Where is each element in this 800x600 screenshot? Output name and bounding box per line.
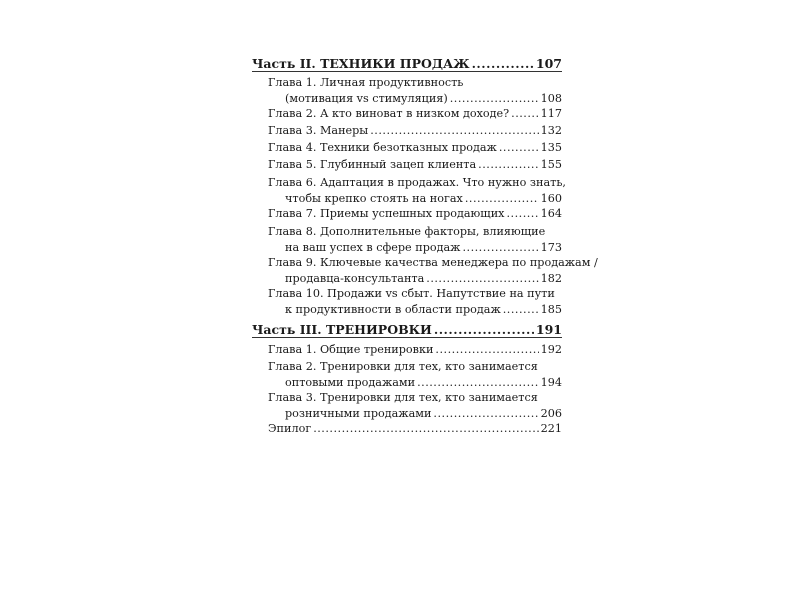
- entry-text: (мотивация vs стимуляция): [285, 92, 448, 105]
- dot-leader: [450, 91, 539, 107]
- toc-entry: [268, 224, 562, 256]
- part-page-number: 191: [535, 322, 562, 337]
- entry-page-number: 164: [540, 207, 562, 220]
- dot-leader: [434, 322, 534, 337]
- toc-entry: [268, 140, 562, 156]
- dot-leader: [465, 191, 539, 207]
- dot-leader: [313, 421, 538, 437]
- entry-page-number: 206: [540, 407, 562, 420]
- entry-page-number: 221: [540, 422, 562, 435]
- entry-text: оптовыми продажами: [285, 376, 416, 389]
- part-title: Часть III. ТРЕНИРОВКИ: [252, 322, 432, 337]
- entry-text: Глава 2. А кто виноват в низком доходе?: [268, 107, 510, 120]
- dot-leader: [435, 342, 538, 358]
- entry-page-number: 173: [540, 241, 562, 254]
- toc-entry: [268, 390, 562, 422]
- toc-entry: [268, 75, 562, 107]
- entry-page-number: 132: [540, 124, 562, 137]
- entry-text: Глава 2. Тренировки для тех, кто занимается: [268, 360, 538, 373]
- dot-leader: [433, 406, 538, 422]
- toc-entry: [268, 255, 598, 287]
- entry-text: Глава 10. Продажи vs сбыт. Напутствие на пути: [268, 287, 555, 300]
- entry-text: Глава 3. Тренировки для тех, кто занимается: [268, 391, 538, 404]
- entry-text: продавца-консультанта: [285, 272, 425, 285]
- toc-entry: [268, 286, 562, 318]
- heading-rule: [252, 71, 562, 72]
- toc-part-heading: [252, 56, 562, 71]
- toc-entry: [268, 342, 562, 358]
- entry-text: Эпилог: [268, 422, 312, 435]
- toc-entry: [268, 359, 562, 391]
- entry-page-number: 194: [540, 376, 562, 389]
- dot-leader: [478, 157, 538, 173]
- entry-text: Глава 6. Адаптация в продажах. Что нужно знать,: [268, 176, 566, 189]
- part-page-number: 107: [535, 56, 562, 71]
- entry-text: Глава 1. Общие тренировки: [268, 343, 434, 356]
- toc-part-heading: [252, 322, 562, 337]
- toc-entry: [268, 157, 562, 173]
- entry-text: Глава 3. Манеры: [268, 124, 369, 137]
- dot-leader: [462, 240, 538, 256]
- dot-leader: [511, 106, 539, 122]
- entry-page-number: 185: [540, 303, 562, 316]
- toc-entry: [268, 421, 562, 437]
- dot-leader: [426, 271, 538, 287]
- toc-entry: [268, 175, 566, 207]
- toc-entry: [268, 206, 562, 222]
- entry-text: Глава 9. Ключевые качества менеджера по продажам /: [268, 256, 598, 269]
- entry-text: Глава 7. Приемы успешных продающих: [268, 207, 505, 220]
- toc-entry: [268, 123, 562, 139]
- entry-text: чтобы крепко стоять на ногах: [285, 192, 463, 205]
- dot-leader: [506, 206, 538, 222]
- toc-entry: [268, 106, 562, 122]
- entry-page-number: 155: [540, 158, 562, 171]
- entry-page-number: 160: [540, 192, 562, 205]
- entry-page-number: 135: [540, 141, 562, 154]
- entry-text: на ваш успех в сфере продаж: [285, 241, 461, 254]
- entry-text: Глава 5. Глубинный зацеп клиента: [268, 158, 477, 171]
- entry-text: розничными продажами: [285, 407, 432, 420]
- entry-page-number: 117: [540, 107, 562, 120]
- dot-leader: [499, 140, 539, 156]
- dot-leader: [503, 302, 539, 318]
- entry-page-number: 192: [540, 343, 562, 356]
- entry-page-number: 182: [540, 272, 562, 285]
- heading-rule: [252, 337, 562, 338]
- entry-text: к продуктивности в области продаж: [285, 303, 501, 316]
- entry-text: Глава 1. Личная продуктивность: [268, 76, 464, 89]
- entry-text: Глава 4. Техники безотказных продаж: [268, 141, 497, 154]
- dot-leader: [417, 375, 539, 391]
- dot-leader: [370, 123, 538, 139]
- entry-text: Глава 8. Дополнительные факторы, влияющие: [268, 225, 546, 238]
- part-title: Часть II. ТЕХНИКИ ПРОДАЖ: [252, 56, 470, 71]
- dot-leader: [472, 56, 534, 71]
- entry-page-number: 108: [540, 92, 562, 105]
